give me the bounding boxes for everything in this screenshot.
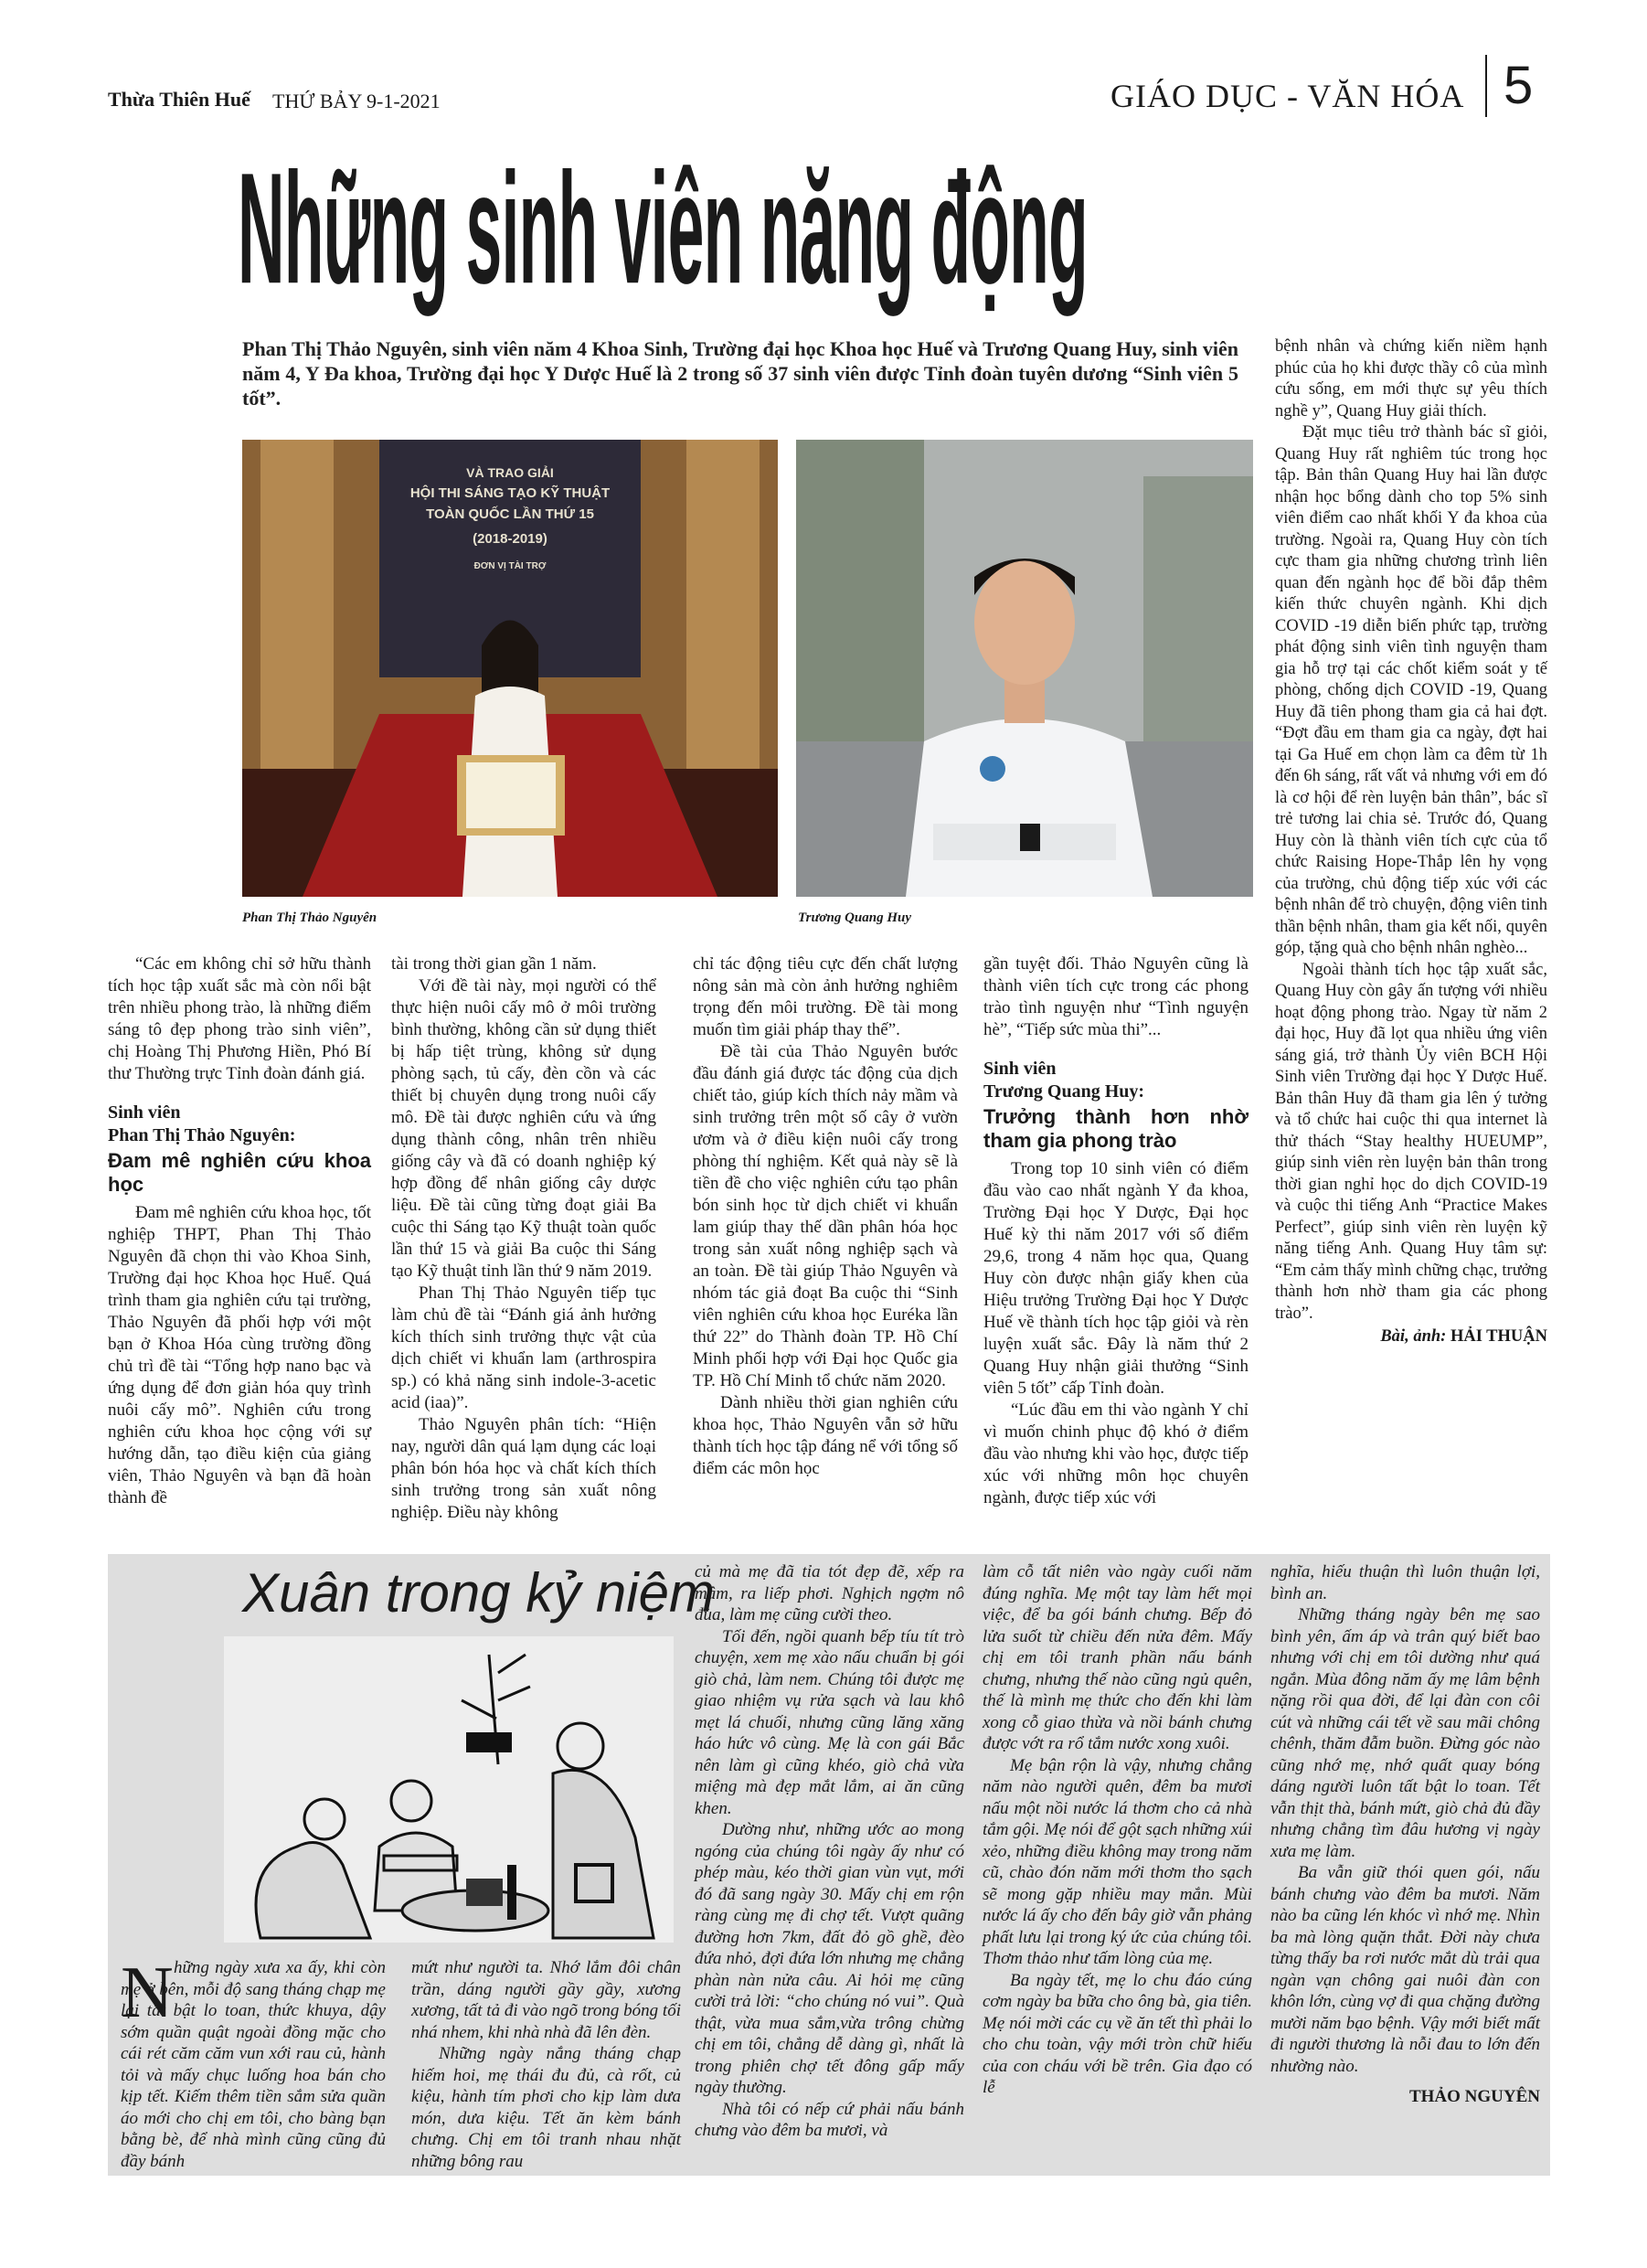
paragraph: Đặt mục tiêu trở thành bác sĩ giỏi, Quang Huy rất nghiêm túc trong học tập. Bản thân Quang Huy hai lần được nhận học bổng dành cho top 5% sinh viên điểm cao nhất khối Y đa khoa của trường. Ngoài ra, Quang Huy còn tích cực tham gia những chương trình liên quan đến ngành học để bồi đắp thêm kiến thức chuyên ngành. Khi dịch COVID -19 diễn biến phức tạp, trường phát động sinh viên tình nguyện tham gia hỗ trợ tại các chốt kiểm soát y tế phòng, chống dịch COVID -19, Quang Huy đã tiên phong tham gia cả hai đợt. “Đợt đầu em tham gia ca ngày, đợt hai tại Ga Huế em chọn làm ca đêm từ 1h đến 6h sáng, rất vất vả nhưng với em đó là cơ hội để rèn luyện bản thân”, bác sĩ trẻ tương lai chia sẻ. Trước đó, Quang Huy còn là thành viên tích cực của tổ chức Raising Hope-Thắp lên hy vọng của trường, chủ động tiếp xúc với các bệnh nhân để trò chuyện, động viên tinh thần bệnh nhân, tham gia kết nối, quyên góp, tặng quà cho bệnh nhân nghèo... — [1275, 423, 1547, 957]
dropcap: N — [121, 1953, 174, 2033]
masthead-date: THỨ BẢY 9-1-2021 — [272, 90, 441, 112]
paragraph: “Lúc đầu em thi vào ngành Y chỉ vì muốn chinh phục độ khó ở điểm đầu vào nhưng khi vào học, được tiếp xúc với những môn học chuyên ngành, được tiếp xúc với — [983, 1400, 1249, 1507]
article1-column-2 — [391, 953, 656, 1524]
article-title: Những sinh viên năng động — [238, 139, 1089, 316]
article1-column-4 — [983, 953, 1249, 1509]
paragraph: mứt như người ta. Nhớ lắm đôi chân trần, dáng người gầy gầy, xương xương, tất tả đi vào ngõ trong bóng tối nhá nhem, khi nhà nhà đã lên đèn. — [411, 1958, 681, 2042]
article2-column-d — [983, 1561, 1252, 2099]
paragraph: Ba vẫn giữ thói quen gói, nấu bánh chưng vào đêm ba mươi. Năm nào ba cũng lén khóc vì nhớ mẹ. Nhìn ba mà lòng quặn thắt. Đời này chưa từng thấy ba rơi nước mắt dù trải qua ngàn vạn chông gai nuôi đàn con khôn lớn, cùng vợ đi qua chặng đường mười năm bạo bệnh. Vậy mới biết mất đi người thương là nỗi đau to lớn đến nhường nào. — [1270, 1863, 1540, 2076]
photo-caption-thao-nguyen: Phan Thị Thảo Nguyên — [242, 910, 377, 925]
subhead-label: Sinh viên — [108, 1102, 181, 1123]
paragraph: củ mà mẹ đã tỉa tót đẹp đẽ, xếp ra mâm, ra liếp phơi. Nghịch ngợm nô đùa, làm mẹ cũng cười theo. — [695, 1562, 964, 1624]
paragraph: Mẹ bận rộn là vậy, nhưng chẳng năm nào người quên, đêm ba mươi nấu một nồi nước lá thơm cho cả nhà tắm gội. Mẹ nói để gột sạch những xúi xẻo, những điều không may trong năm cũ, chào đón năm mới thơm tho sạch sẽ mong gặp nhiều may mắn. Mùi nước lá ấy cho đến bây giờ vẫn phảng phất lưu lại trong ký ức của chúng tôi. Thơm thảo như tấm lòng của mẹ. — [983, 1755, 1252, 1968]
banner-line-3: TOÀN QUỐC LẦN THỨ 15 — [426, 506, 594, 522]
paragraph: Phan Thị Thảo Nguyên tiếp tục làm chủ đề tài “Đánh giá ảnh hưởng kích thích sinh trưởng thực vật của dịch chiết vi khuẩn lam (arthrospira sp.) có khả năng sinh indole-3-acetic acid (iaa)”. — [391, 1283, 656, 1412]
paragraph: làm cỗ tất niên vào ngày cuối năm đúng nghĩa. Mẹ một tay làm hết mọi việc, để ba gói bánh chưng. Bếp đỏ lửa suốt từ chiều đến nửa đêm. Mấy chị em tôi tranh phần nấu bánh chưng, nhưng thế nào cũng ngủ quên, thế là mình mẹ thức cho đến khi làm xong cỗ giao thừa và nồi bánh chưng được vớt ra rổ tắm nước xong xuôi. — [983, 1562, 1252, 1753]
paragraph: Đề tài của Thảo Nguyên bước đầu đánh giá được tác động của dịch chiết tảo, giúp kích thích nảy mầm và sinh trưởng trên một số cây ở vườn ươm và ở điều kiện nuôi cấy trong phòng thí nghiệm. Kết quả này sẽ là tiền đề cho việc nghiên cứu tạo phân bón sinh học từ dịch chiết vi khuẩn lam giúp thay thế dần phân hóa học trong sản xuất nông nghiệp sạch và an toàn. Đề tài giúp Thảo Nguyên và nhóm tác giả đoạt Ba cuộc thi “Sinh viên nghiên cứu khoa học Euréka lần thứ 22” do Thành đoàn TP. Hồ Chí Minh phối hợp với Đại học Quốc gia TP. Hồ Chí Minh tổ chức năm 2020. — [693, 1042, 958, 1390]
header-divider — [1485, 55, 1487, 117]
paragraph: “Các em không chỉ sở hữu thành tích học tập xuất sắc mà còn nổi bật trên nhiều phong trào, là những điểm sáng tô đẹp phong trào sinh viên”, chị Hoàng Thị Phương Hiền, Phó Bí thư Thường trực Tỉnh đoàn đánh giá. — [108, 954, 371, 1083]
article2-column-e — [1270, 1561, 1540, 2108]
photo-thao-nguyen — [242, 440, 778, 897]
photo-caption-quang-huy: Trương Quang Huy — [798, 910, 912, 925]
paragraph: Trong top 10 sinh viên có điểm đầu vào cao nhất ngành Y đa khoa, Trường Đại học Y Dược, Đại học Huế kỳ thi năm 2017 với số điểm 29,6, trong 4 năm học qua, Quang Huy còn được nhận giấy khen của Hiệu trưởng Trường Đại học Y Dược Huế về thành tích học tập giỏi và rèn luyện xuất sắc. Đây là năm thứ 2 Quang Huy nhận giải thưởng “Sinh viên 5 tốt” cấp Tỉnh đoàn. — [983, 1159, 1249, 1398]
paragraph: gần tuyệt đối. Thảo Nguyên cũng là thành viên tích cực trong các phong trào tình nguyện như “Tình nguyện hè”, “Tiếp sức mùa thi”... — [983, 954, 1249, 1039]
article1-column-5 — [1275, 336, 1547, 1348]
paragraph: Ba ngày tết, mẹ lo chu đáo cúng cơm ngày ba bữa cho ông bà, gia tiên. Mẹ nói mời các cụ về ăn tết thì phải lo cho chu toàn, vậy mới tròn chữ hiếu của con cháu với bề trên. Gia đạo có lễ — [983, 1970, 1252, 2097]
subhead-name: Trương Quang Huy: — [983, 1081, 1145, 1102]
article2-column-a — [121, 1953, 386, 2172]
paragraph: Đam mê nghiên cứu khoa học, tốt nghiệp THPT, Phan Thị Thảo Nguyên đã chọn thi vào Khoa Sinh, Trường đại học Khoa học Huế. Quá trình tham gia nghiên cứu tại trường, Thảo Nguyên đã phối hợp với một bạn ở Khoa Hóa cùng trường đồng chủ trì đề tài “Tổng hợp nano bạc và ứng dụng để đơn giản hóa quy trình nuôi cấy mô”. Nghiên cứu trong nghiên cứu khoa học cộng với sự hướng dẫn, tạo điều kiện của giảng viên, Thảo Nguyên và bạn đã hoàn thành đề — [108, 1203, 371, 1507]
banner-line-1: VÀ TRAO GIẢI — [466, 465, 554, 480]
photo-quang-huy — [796, 440, 1253, 897]
subhead-title: Trưởng thành hơn nhờ tham gia phong trào — [983, 1105, 1249, 1152]
byline-author: HẢI THUẬN — [1450, 1327, 1547, 1346]
paragraph: Dường như, những ước ao mong ngóng của chúng tôi ngày ấy như có phép màu, kéo thời gian vùn vụt, mới đó đã sang ngày 30. Mấy chị em rộn ràng cùng mẹ đi chợ tết. Vượt quãng đường hơn 7km, đất đỏ gồ ghề, đèo đứa nhỏ, đợi đứa lớn nhưng mẹ chẳng phàn nàn nửa câu. Ai hỏi mẹ cũng cười trả lời: “cho chúng nó vui”. Quà thật, vừa mua sắm,vừa trông chừng chị em tôi, chẳng dễ dàng gì, nhất là trong phiên chợ tết đông gấp mấy ngày thường. — [695, 1820, 964, 2097]
byline — [1275, 1326, 1547, 1348]
article2-column-b — [411, 1957, 681, 2172]
article1-column-3 — [693, 953, 958, 1480]
article-lead: Phan Thị Thảo Nguyên, sinh viên năm 4 Khoa Sinh, Trường đại học Khoa học Huế và Trương Quang Huy, sinh viên năm 4, Y Đa khoa, Trường đại học Y Dược Huế là 2 trong số 37 sinh viên được Tỉnh đoàn tuyên dương “Sinh viên 5 tốt”. — [242, 337, 1238, 410]
paragraph: Nhà tôi có nếp cứ phải nấu bánh chưng vào đêm ba mươi, và — [695, 2099, 964, 2140]
paragraph: Dành nhiều thời gian nghiên cứu khoa học, Thảo Nguyên vẫn sở hữu thành tích học tập đáng nể với tổng số điểm các môn học — [693, 1393, 958, 1478]
article2-title: Xuân trong kỷ niệm — [242, 1562, 715, 1624]
paragraph: Ngoài thành tích học tập xuất sắc, Quang Huy còn gây ấn tượng với nhiều hoạt động phong trào. Ngay từ năm 2 đại học, Huy đã lọt qua nhiều ứng viên sáng giá, trở thành Ủy viên BCH Hội Sinh viên Trường đại học Y Dược Huế. Bản thân Huy đã tham gia lên ý tưởng và tổ chức hai cuộc thi qua internet là thử thách “Stay healthy HUEUMP”, giúp sinh viên rèn luyện bản thân trong thời gian nghỉ học do dịch COVID-19 và cuộc thi tiếng Anh “Practice Makes Perfect”, giúp sinh viên rèn luyện kỹ năng tiếng Anh. Quang Huy tâm sự: “Em cảm thấy mình chững chạc, trưởng thành hơn nhờ tham gia các phong trào”. — [1275, 960, 1547, 1323]
paragraph: Những ngày nắng tháng chạp hiếm hoi, mẹ thái đu đủ, cà rốt, củ kiệu, hành tím phơi cho kịp làm dưa món, dưa kiệu. Tết ăn kèm bánh chưng. Chị em tôi tranh nhau nhặt những bông rau — [411, 2044, 681, 2171]
paragraph: nghĩa, hiếu thuận thì luôn thuận lợi, bình an. — [1270, 1562, 1540, 1603]
subhead-title: Đam mê nghiên cứu khoa học — [108, 1149, 371, 1196]
paragraph: Những tháng ngày bên mẹ sao bình yên, ấm áp và trân quý biết bao nhưng với chị em tôi dường như quá ngắn. Mùa đông năm ấy mẹ lâm bệnh nặng rồi qua đời, để lại đàn con côi cút và những cái tết về sau mãi chông chênh, thăm đẫm buồn. Đừng góc nào cũng nhớ mẹ, nhớ quất quay bóng dáng người luôn tất bật lo toan. Tết vẫn thịt thà, bánh mứt, giò chả đủ đầy nhưng chẳng tìm đâu hương vị ngày xưa mẹ làm. — [1270, 1605, 1540, 1861]
banner-line-5: ĐƠN VỊ TÀI TRỢ — [473, 561, 547, 571]
page-number: 5 — [1504, 56, 1534, 115]
paragraph: bệnh nhân và chứng kiến niềm hạnh phúc của họ khi được thầy cô của mình cứu sống, em mới thực sự yêu thích nghề y”, Quang Huy giải thích. — [1275, 337, 1547, 421]
subhead-label: Sinh viên — [983, 1059, 1057, 1079]
paragraph: hững ngày xưa xa ấy, khi còn mẹ ở bên, mỗi độ sang tháng chạp mẹ lại tất bật lo toan, thức khuya, dậy sớm quần quật ngoài đồng mặc cho cái rét căm căm vun xới rau củ, hành tỏi và mấy chục luống hoa bán cho kịp tết. Kiếm thêm tiền sắm sửa quần áo mới cho chị em tôi, cho bàng bạn bằng bè, để nhà mình cũng cũng đủ đầy bánh — [121, 1958, 386, 2171]
masthead-paper-name: Thừa Thiên Huế — [108, 88, 250, 111]
illustration-family-cooking — [224, 1636, 674, 1943]
article2-byline: THẢO NGUYÊN — [1408, 2087, 1540, 2106]
subhead-name: Phan Thị Thảo Nguyên: — [108, 1125, 296, 1145]
paragraph: chỉ tác động tiêu cực đến chất lượng nông sản mà còn ảnh hưởng nghiêm trọng đến môi trường. Đề tài mong muốn tìm giải pháp thay thế”. — [693, 954, 958, 1039]
banner-line-2: HỘI THI SÁNG TẠO KỸ THUẬT — [409, 485, 611, 501]
paragraph: Tối đến, ngồi quanh bếp tíu tít trò chuyện, xem mẹ xào nấu chuẩn bị gói giò chả, làm nem. Chúng tôi được mẹ giao nhiệm vụ rửa sạch và lau khô mẹt lá chuối, nhưng cũng lăng xăng háo hức vô cùng. Mẹ là con gái Bắc nên làm gì cũng khéo, giò chả vừa miệng mà đẹp mắt lắm, ai ăn cũng khen. — [695, 1626, 964, 1818]
banner-line-4: (2018-2019) — [473, 531, 547, 547]
paragraph: tài trong thời gian gần 1 năm. — [391, 954, 597, 974]
paragraph: Với đề tài này, mọi người có thể thực hiện nuôi cấy mô ở môi trường bình thường, không cần sử dụng thiết bị hấp tiệt trùng, không sử dụng phòng sạch, tủ cấy, đèn cồn và các thiết bị chuyên dụng trong nuôi cấy mô. Đề tài được nghiên cứu và ứng dụng thành công, nhân trên nhiều giống cây và đã có doanh nghiệp ký hợp đồng để nhân giống cây dược liệu. Đề tài cũng từng đoạt giải Ba cuộc thi Sáng tạo Kỹ thuật toàn quốc lần thứ 15 và giải Ba cuộc thi Sáng tạo Kỹ thuật tỉnh lần thứ 9 năm 2019. — [391, 976, 656, 1281]
section-name: GIÁO DỤC - VĂN HÓA — [1110, 78, 1465, 114]
byline-prefix: Bài, ảnh: — [1380, 1327, 1447, 1346]
paragraph: Thảo Nguyên phân tích: “Hiện nay, người dân quá lạm dụng các loại phân bón hóa học và chất kích thích sinh trưởng trong sản xuất nông nghiệp. Điều này không — [391, 1415, 656, 1522]
article2-column-c — [695, 1561, 964, 2142]
article1-column-1 — [108, 953, 371, 1509]
